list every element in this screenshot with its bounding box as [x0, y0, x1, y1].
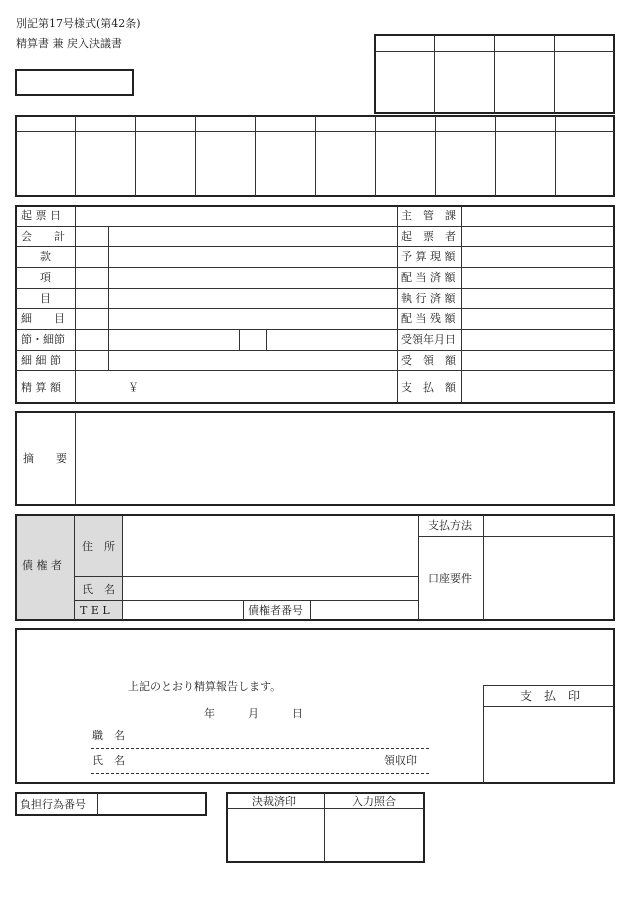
label-clause: 節・細節	[21, 333, 65, 346]
label-accounting: 会 計	[21, 230, 65, 243]
seal-grid-divider	[135, 116, 136, 196]
label-address: 住 所	[82, 540, 115, 553]
approval-seal-area[interactable]	[228, 810, 323, 861]
stamp-grid-divider	[494, 35, 495, 113]
reporter-name-field[interactable]	[130, 752, 380, 772]
approval-divider	[324, 793, 325, 862]
account-requirements-field[interactable]	[485, 538, 613, 619]
right-section-line	[397, 206, 398, 403]
creditor-row-line	[75, 600, 418, 601]
label-payment-seal: 支 払 印	[520, 689, 581, 703]
position-dashed-line	[91, 748, 429, 749]
code-column-line	[108, 226, 109, 370]
seal-grid-divider	[315, 116, 316, 196]
seal-grid-divider	[255, 116, 256, 196]
input-check-area[interactable]	[326, 810, 423, 861]
label-creditor-name: 氏 名	[82, 583, 115, 596]
label-input-check: 入力照合	[352, 795, 396, 808]
summary-divider	[75, 412, 76, 505]
label-budget: 予 算 現 額	[401, 250, 456, 263]
label-voucher-date: 起 票 日	[21, 209, 61, 222]
creditor-no-divider	[310, 600, 311, 620]
label-subheading: 細 目	[21, 312, 65, 325]
position-field[interactable]	[130, 727, 428, 747]
label-settlement-amount: 精 算 額	[21, 381, 61, 394]
form-number: 別記第17号様式(第42条)	[16, 17, 141, 30]
stamp-grid-divider	[554, 35, 555, 113]
obligation-number-divider	[97, 793, 98, 815]
label-executed: 執 行 済 額	[401, 292, 456, 305]
label-department: 主 管 課	[401, 209, 456, 222]
label-payment-method: 支払方法	[428, 519, 472, 532]
label-receipt-seal: 領収印	[384, 754, 417, 767]
label-position: 職 名	[92, 729, 125, 742]
payment-amount-field[interactable]	[462, 371, 613, 402]
label-summary: 摘 要	[23, 452, 67, 465]
approval-header-line	[227, 808, 424, 809]
yen-symbol: ￥	[128, 381, 139, 394]
creditor-number-field[interactable]	[312, 602, 417, 619]
label-drafter: 起 票 者	[401, 230, 456, 243]
label-column-line	[75, 206, 76, 403]
payment-seal-header-line	[484, 706, 614, 707]
label-receipt-date: 受領年月日	[401, 333, 456, 346]
seal-grid-divider	[375, 116, 376, 196]
allocated-field[interactable]	[462, 268, 613, 287]
payment-seal-top	[484, 685, 614, 686]
payment-method-field[interactable]	[485, 516, 613, 535]
creditor-divider	[418, 515, 419, 620]
sub-column-line	[266, 329, 267, 350]
receipt-amount-field[interactable]	[462, 351, 613, 369]
executed-field[interactable]	[462, 289, 613, 307]
label-tel: T E L	[80, 604, 110, 617]
label-reporter-name: 氏 名	[92, 754, 125, 767]
report-statement: 上記のとおり精算報告します。	[128, 680, 282, 693]
payment-seal-divider	[483, 685, 484, 783]
label-section: 款	[40, 250, 51, 263]
label-account-requirements: 口座要件	[428, 572, 472, 585]
creditor-divider	[74, 515, 75, 620]
receipt-date-field[interactable]	[462, 330, 613, 349]
tel-field[interactable]	[124, 602, 242, 619]
voucher-date-field[interactable]	[76, 207, 396, 225]
summary-field[interactable]	[77, 413, 613, 504]
label-creditor: 債 権 者	[22, 559, 62, 572]
form-title: 精算書 兼 戻入決議書	[16, 37, 122, 50]
drafter-field[interactable]	[462, 227, 613, 245]
settlement-amount-field[interactable]	[140, 371, 396, 402]
creditor-no-divider	[243, 600, 244, 620]
seal-grid-divider	[435, 116, 436, 196]
label-receipt-amount: 受 領 額	[401, 354, 456, 367]
budget-field[interactable]	[462, 247, 613, 266]
report-date: 年 月 日	[204, 707, 303, 720]
label-creditor-number: 債権者番号	[248, 604, 303, 617]
seal-grid-divider	[75, 116, 76, 196]
seal-grid-divider	[195, 116, 196, 196]
label-obligation-number: 負担行為番号	[20, 798, 86, 811]
label-item: 項	[40, 271, 51, 284]
label-remaining: 配 当 残 額	[401, 312, 456, 325]
document-number-field[interactable]	[15, 69, 134, 96]
creditor-name-field[interactable]	[124, 578, 417, 599]
label-payment-amount: 支 払 額	[401, 381, 456, 394]
creditor-divider	[122, 515, 123, 620]
label-subclause: 細 細 節	[21, 354, 61, 367]
creditor-divider	[483, 515, 484, 620]
payment-seal-area[interactable]	[485, 708, 613, 782]
label-allocated: 配 当 済 額	[401, 271, 456, 284]
address-field[interactable]	[124, 516, 417, 575]
creditor-row-line	[75, 576, 418, 577]
label-approval-seal: 決裁済印	[252, 795, 296, 808]
remaining-field[interactable]	[462, 309, 613, 328]
label-heading: 目	[40, 292, 51, 305]
name-dashed-line	[91, 773, 429, 774]
obligation-number-field[interactable]	[99, 794, 205, 814]
seal-grid-divider	[555, 116, 556, 196]
department-field[interactable]	[462, 207, 613, 225]
sub-column-line	[239, 329, 240, 350]
stamp-grid-divider	[434, 35, 435, 113]
seal-grid-divider	[495, 116, 496, 196]
creditor-row-line	[419, 536, 614, 537]
